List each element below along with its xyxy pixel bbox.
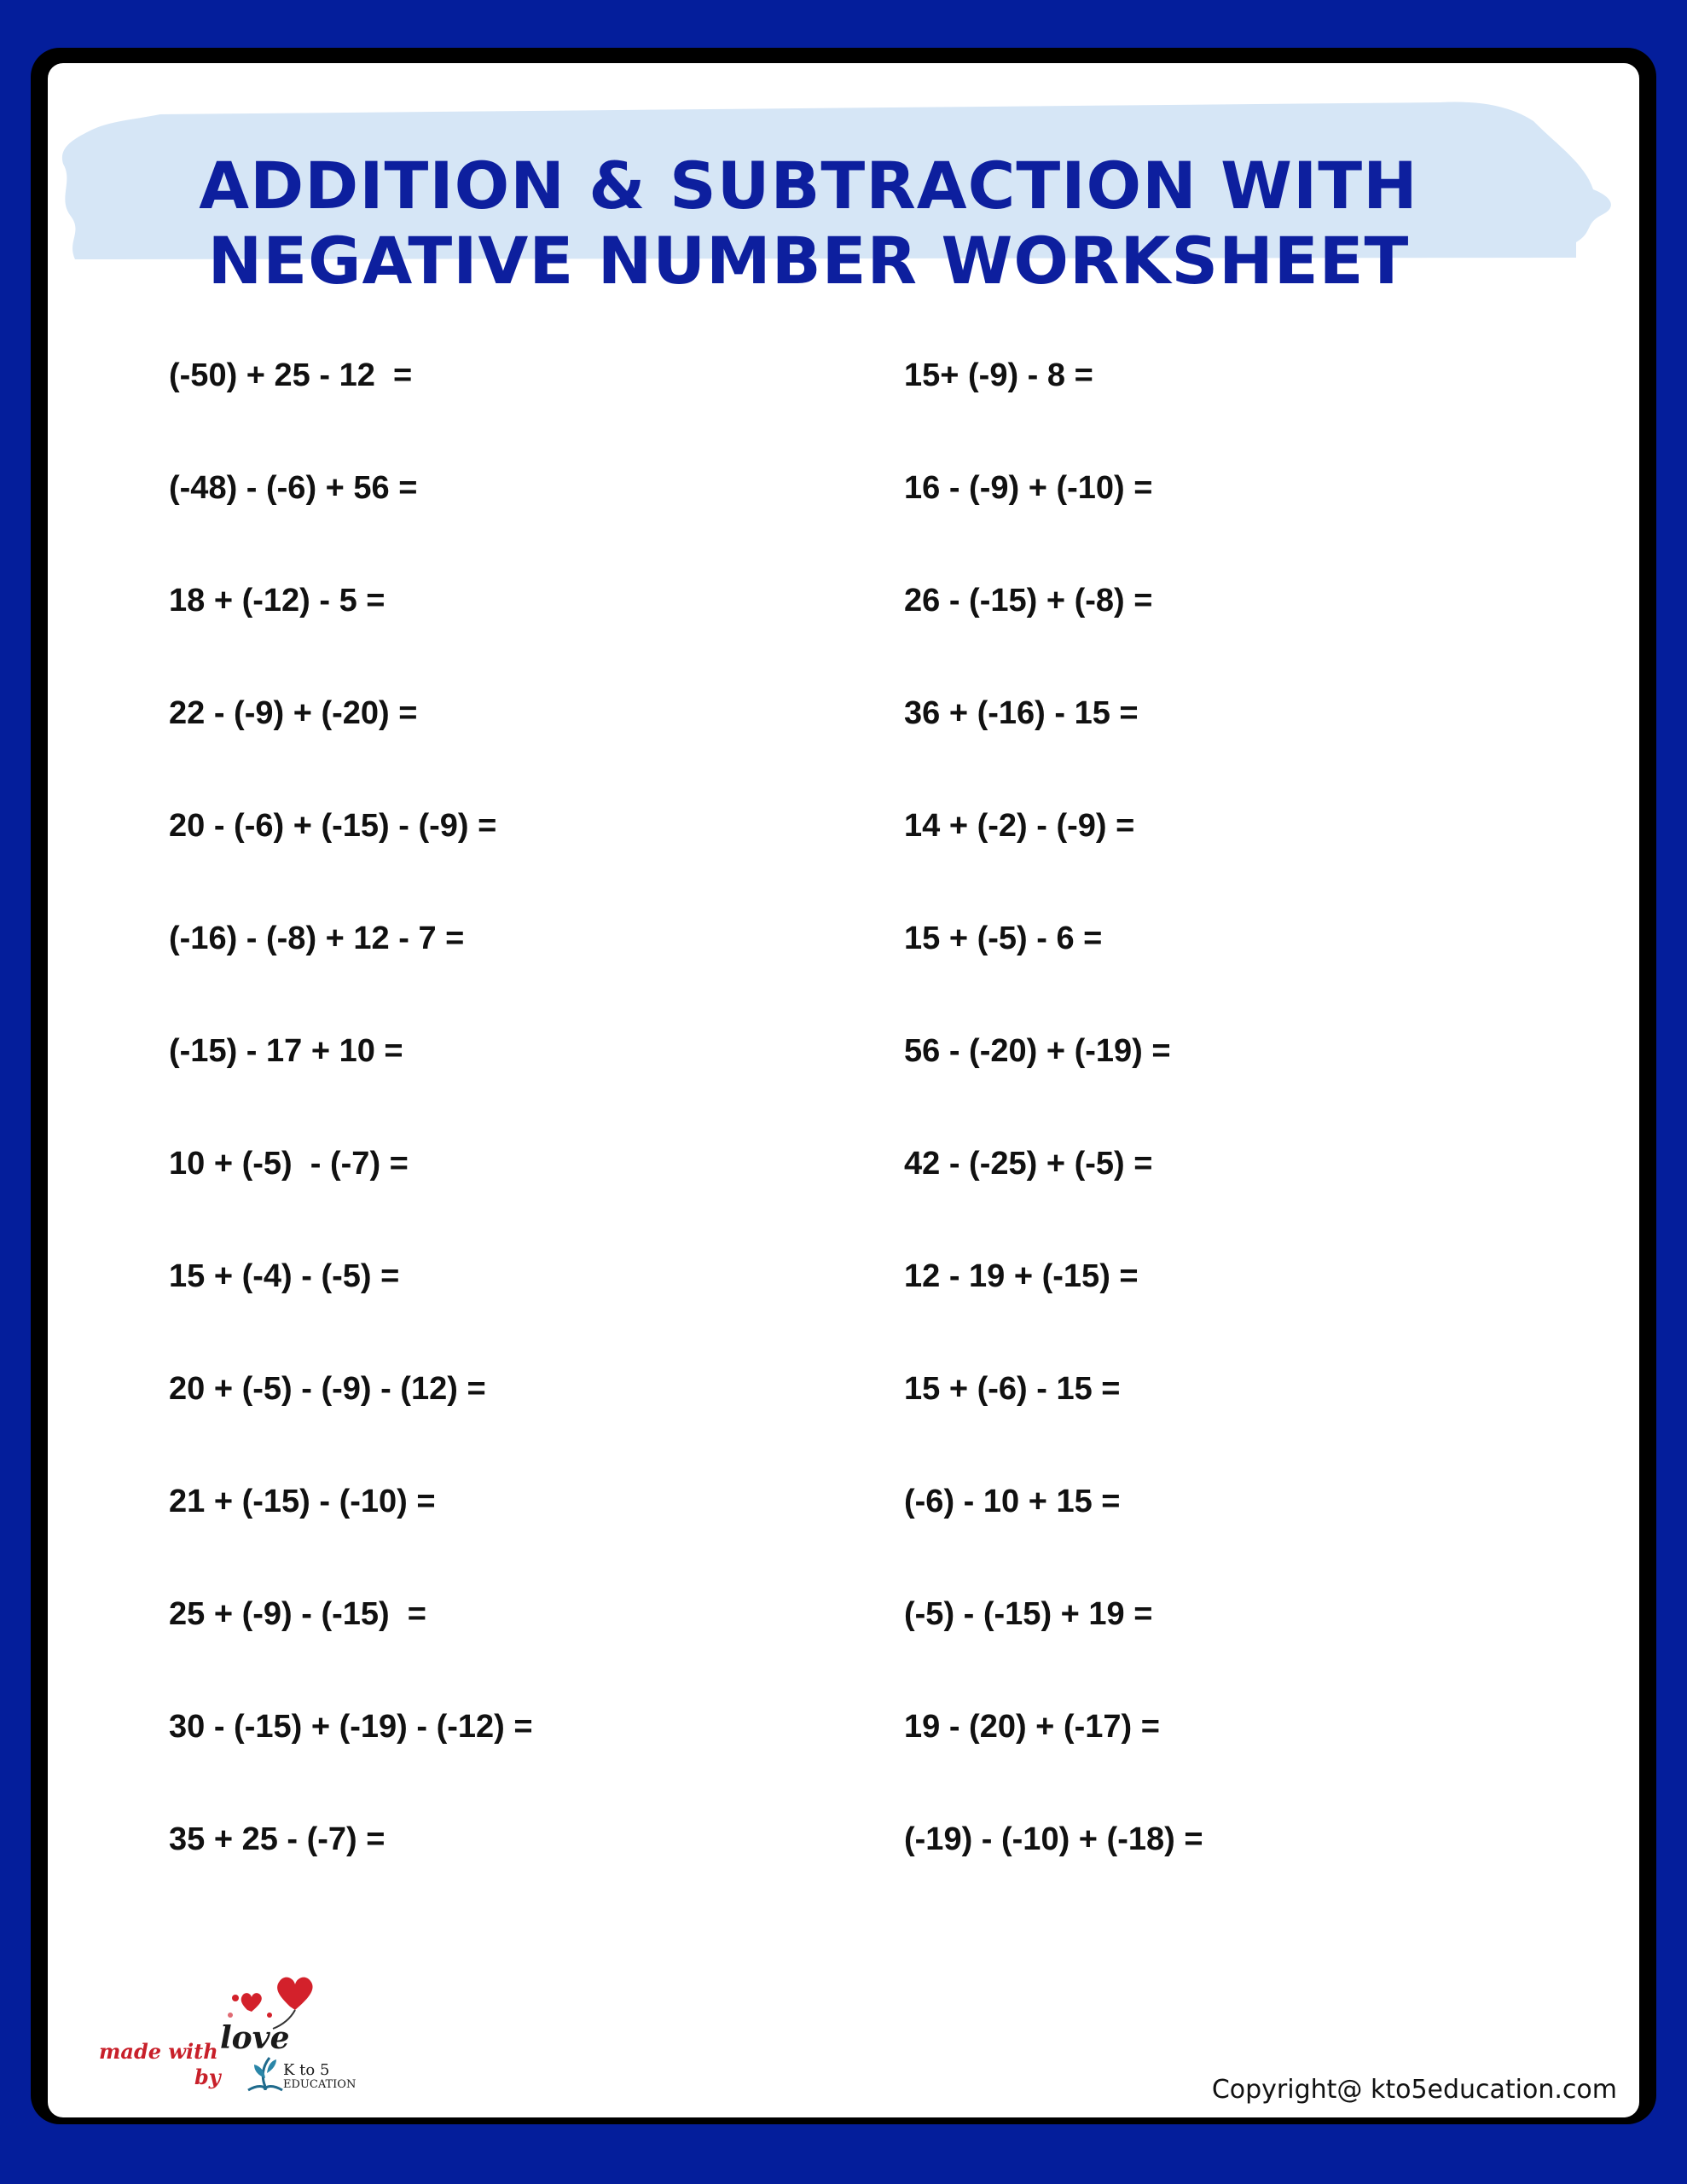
problem-item: 30 - (-15) + (-19) - (-12) = [169, 1709, 533, 1745]
title-line-2: NEGATIVE NUMBER WORKSHEET [207, 223, 1410, 299]
worksheet-title [58, 148, 1559, 299]
title-banner [58, 96, 1619, 299]
problem-item: 26 - (-15) + (-8) = [904, 583, 1153, 619]
problem-item: 14 + (-2) - (-9) = [904, 808, 1135, 844]
problem-item: 15 + (-4) - (-5) = [169, 1258, 400, 1294]
problem-item: 21 + (-15) - (-10) = [169, 1484, 436, 1519]
problem-item: (-50) + 25 - 12 = [169, 357, 413, 393]
problem-item: 20 + (-5) - (-9) - (12) = [169, 1371, 486, 1407]
problem-item: (-6) - 10 + 15 = [904, 1484, 1121, 1519]
problem-item: 42 - (-25) + (-5) = [904, 1146, 1153, 1182]
brand-name-bottom: EDUCATION [283, 2078, 357, 2091]
problem-item: 20 - (-6) + (-15) - (-9) = [169, 808, 497, 844]
problem-item: 35 + 25 - (-7) = [169, 1821, 386, 1857]
book-plant-icon [244, 2053, 287, 2095]
problem-item: 25 + (-9) - (-15) = [169, 1596, 426, 1632]
problem-item: (-15) - 17 + 10 = [169, 1033, 403, 1069]
problem-item: 36 + (-16) - 15 = [904, 695, 1139, 731]
problem-item: 22 - (-9) + (-20) = [169, 695, 418, 731]
problem-column-left [169, 353, 533, 1930]
copyright-text: Copyright@ kto5education.com [1211, 2075, 1617, 2105]
made-with-love-logo [94, 1972, 375, 2100]
brand-name-top: K to 5 [283, 2061, 330, 2079]
problem-item: (-5) - (-15) + 19 = [904, 1596, 1153, 1632]
problem-item: (-19) - (-10) + (-18) = [904, 1821, 1203, 1857]
problem-item: 19 - (20) + (-17) = [904, 1709, 1160, 1745]
worksheet-page [48, 63, 1639, 2117]
problem-item: (-16) - (-8) + 12 - 7 = [169, 921, 465, 956]
problem-item: 12 - 19 + (-15) = [904, 1258, 1139, 1294]
problem-item: 10 + (-5) - (-7) = [169, 1146, 409, 1182]
by-text: by [194, 2065, 221, 2089]
problem-item: 15 + (-5) - 6 = [904, 921, 1103, 956]
problem-column-right [904, 353, 1203, 1930]
problem-item: 15 + (-6) - 15 = [904, 1371, 1121, 1407]
love-text: love [220, 2020, 290, 2056]
problem-item: 16 - (-9) + (-10) = [904, 470, 1153, 506]
title-line-1: ADDITION & SUBTRACTION WITH [199, 148, 1418, 224]
problem-item: 18 + (-12) - 5 = [169, 583, 386, 619]
made-with-text: made with [99, 2039, 218, 2064]
problem-item: 56 - (-20) + (-19) = [904, 1033, 1171, 1069]
problem-item: 15+ (-9) - 8 = [904, 357, 1093, 393]
problem-item: (-48) - (-6) + 56 = [169, 470, 418, 506]
